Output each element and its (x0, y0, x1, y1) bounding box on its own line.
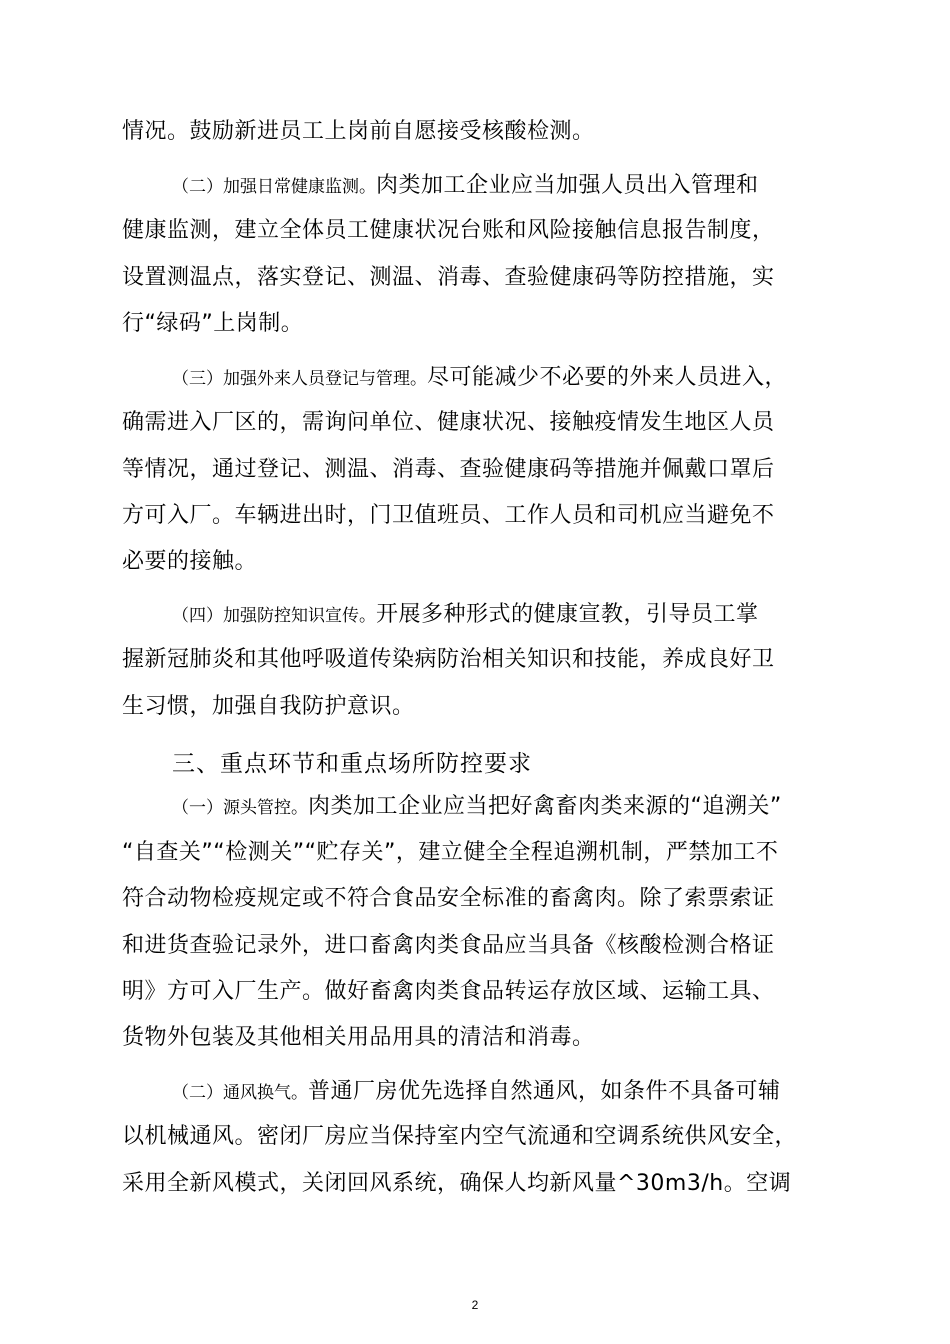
body-text-line: 生习惯，加强自我防护意识。 (122, 694, 415, 719)
body-text-line: 设置测温点，落实登记、测温、消毒、查验健康码等防控措施，实 (122, 265, 775, 290)
body-text-line: 健康监测，建立全体员工健康状况台账和风险接触信息报告制度， (122, 218, 775, 243)
body-text-line: 货物外包装及其他相关用品用具的清洁和消毒。 (122, 1025, 595, 1050)
body-text-line: 握新冠肺炎和其他呼吸道传染病防治相关知识和技能，养成良好卫 (122, 647, 775, 672)
paragraph-label: （四）加强防控知识宣传。 (172, 606, 376, 626)
body-text-line: 行“绿码”上岗制。 (122, 311, 304, 336)
body-text-line: 情况。鼓励新进员工上岗前自愿接受核酸检测。 (122, 119, 595, 144)
paragraph-first-line (172, 792, 782, 823)
paragraph-first-line (172, 1077, 781, 1108)
body-text-line: 明》方可入厂生产。做好畜禽肉类食品转运存放区域、运输工具、 (122, 979, 775, 1004)
section-heading: 三、重点环节和重点场所防控要求 (172, 751, 532, 777)
body-text: 开展多种形式的健康宣教，引导员工掌 (376, 602, 759, 627)
paragraph-first-line (172, 363, 787, 394)
body-text: 普通厂房优先选择自然通风，如条件不具备可辅 (308, 1079, 781, 1104)
paragraph-first-line (172, 171, 759, 202)
paragraph-label: （二）加强日常健康监测。 (172, 177, 376, 197)
body-text: 肉类加工企业应当加强人员出入管理和 (376, 173, 759, 198)
paragraph-first-line (172, 600, 759, 631)
body-text: 尽可能减少不必要的外来人员进入， (427, 365, 788, 390)
body-text: 肉类加工企业应当把好禽畜肉类来源的“追溯关” (308, 794, 782, 819)
paragraph-label: （二）通风换气。 (172, 1083, 308, 1103)
body-text-line: 采用全新风模式，关闭回风系统，确保人均新风量^30m3/h。空调 (122, 1171, 792, 1196)
page-number: 2 (471, 1298, 479, 1312)
body-text-line: 符合动物检疫规定或不符合食品安全标准的畜禽肉。除了索票索证 (122, 886, 775, 911)
paragraph-label: （一）源头管控。 (172, 798, 308, 818)
paragraph-label: （三）加强外来人员登记与管理。 (172, 369, 427, 389)
body-text-line: 确需进入厂区的，需询问单位、健康状况、接触疫情发生地区人员 (122, 410, 775, 435)
body-text-line: 方可入厂。车辆进出时，门卫值班员、工作人员和司机应当避免不 (122, 503, 775, 528)
body-text-line: 等情况，通过登记、测温、消毒、查验健康码等措施并佩戴口罩后 (122, 457, 775, 482)
body-text-line: 和进货查验记录外，进口畜禽肉类食品应当具备《核酸检测合格证 (122, 933, 775, 958)
body-text-line: 必要的接触。 (122, 549, 258, 574)
body-text-line: “自查关”“检测关”“贮存关”，建立健全全程追溯机制，严禁加工不 (122, 840, 779, 865)
body-text-line: 以机械通风。密闭厂房应当保持室内空气流通和空调系统供风安全， (122, 1124, 798, 1149)
